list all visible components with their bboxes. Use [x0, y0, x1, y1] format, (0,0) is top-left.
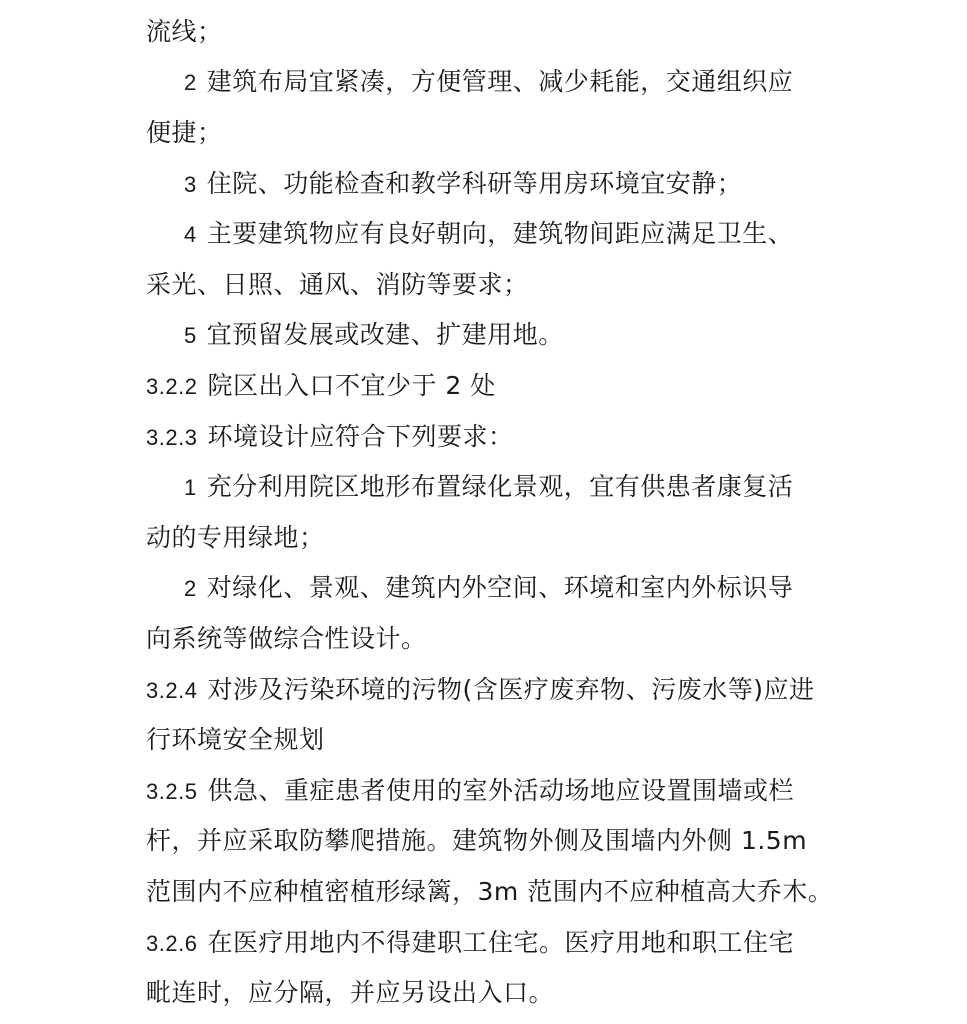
text-line — [146, 12, 223, 52]
clause-number: 3.2.2 — [146, 374, 198, 399]
list-item — [184, 568, 793, 608]
clause — [146, 366, 496, 406]
line-text: 供急、重症患者使用的室外活动场地应设置围墙或栏 — [207, 776, 794, 805]
clause-number: 3.2.3 — [146, 425, 198, 450]
item-number: 1 — [184, 475, 197, 500]
text-line — [146, 518, 325, 558]
list-item — [184, 467, 793, 507]
line-text: 毗连时，应分隔，并应另设出入口。 — [146, 978, 555, 1007]
list-item — [184, 315, 564, 355]
text-line — [146, 973, 554, 1013]
line-text: 建筑布局宜紧凑，方便管理、减少耗能，交通组织应 — [206, 67, 794, 96]
line-text: 动的专用绿地； — [146, 523, 325, 552]
line-text: 主要建筑物应有良好朝向，建筑物间距应满足卫生、 — [206, 219, 794, 248]
clause — [146, 923, 794, 963]
clause-number: 3.2.5 — [146, 779, 198, 804]
clause-number: 3.2.4 — [146, 678, 198, 703]
list-item — [184, 164, 742, 204]
text-line — [146, 821, 807, 861]
item-number: 2 — [184, 576, 197, 601]
clause — [146, 670, 814, 710]
line-text: 杆，并应采取防攀爬措施。建筑物外侧及围墙内外侧 1.5m — [146, 826, 808, 855]
line-text: 行环境安全规划 — [146, 725, 325, 754]
clause — [146, 417, 513, 457]
line-text: 充分利用院区地形布置绿化景观，宜有供患者康复活 — [206, 472, 794, 501]
line-text: 在医疗用地内不得建职工住宅。医疗用地和职工住宅 — [207, 928, 794, 957]
list-item — [184, 214, 793, 254]
line-text: 便捷； — [146, 118, 223, 147]
item-number: 5 — [184, 323, 197, 348]
text-line — [146, 720, 325, 760]
line-text: 院区出入口不宜少于 2 处 — [207, 371, 496, 400]
text-line — [146, 265, 529, 305]
line-text: 流线； — [146, 17, 223, 46]
text-line — [146, 113, 223, 153]
text-line — [146, 872, 833, 912]
item-number: 4 — [184, 222, 197, 247]
line-text: 对绿化、景观、建筑内外空间、环境和室内外标识导 — [206, 573, 794, 602]
item-number: 3 — [184, 172, 197, 197]
clause-number: 3.2.6 — [146, 931, 198, 956]
list-item — [184, 62, 793, 102]
line-text: 采光、日照、通风、消防等要求； — [146, 270, 529, 299]
clause — [146, 771, 794, 811]
text-line — [146, 619, 427, 659]
line-text: 环境设计应符合下列要求： — [207, 422, 514, 451]
line-text: 范围内不应种植密植形绿篱，3m 范围内不应种植高大乔木。 — [146, 877, 834, 906]
line-text: 对涉及污染环境的污物(含医疗废弃物、污废水等)应进 — [207, 675, 815, 704]
line-text: 向系统等做综合性设计。 — [146, 624, 427, 653]
line-text: 住院、功能检查和教学科研等用房环境宜安静； — [206, 169, 743, 198]
item-number: 2 — [184, 70, 197, 95]
line-text: 宜预留发展或改建、扩建用地。 — [206, 320, 564, 349]
